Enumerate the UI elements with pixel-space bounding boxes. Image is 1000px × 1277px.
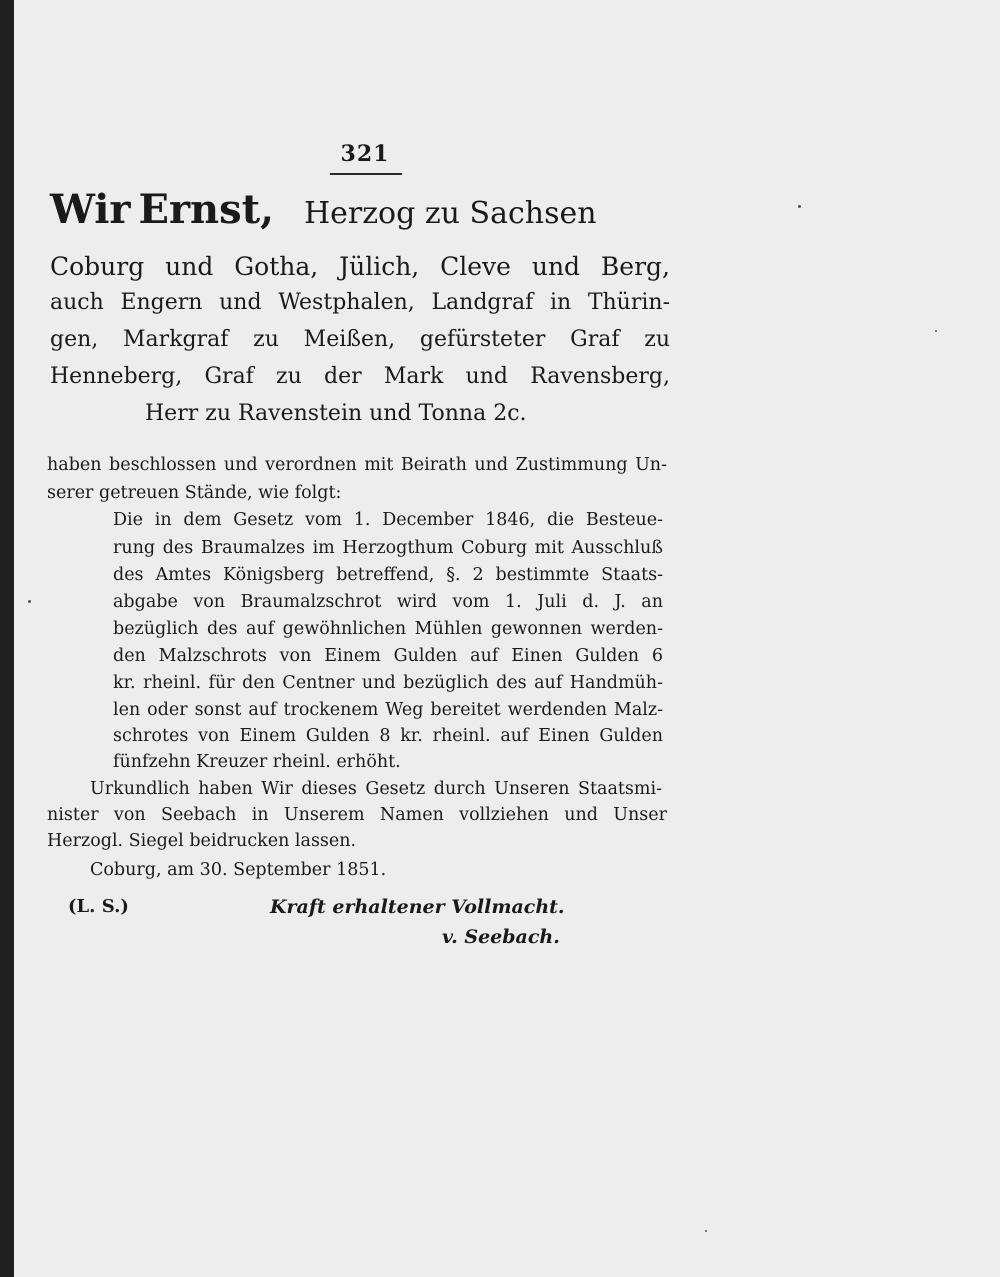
body-line-8: len oder sonst auf trockenem Weg bereitet werdenden Malz- <box>113 700 663 720</box>
body-line-3: des Amtes Königsberg betreffend, §. 2 bestimmte Staats- <box>113 565 663 585</box>
body-line-5: bezüglich des auf gewöhnlichen Mühlen gewonnen werden- <box>113 619 663 639</box>
body-line-1: Die in dem Gesetz vom 1. December 1846, die Besteue- <box>113 510 663 530</box>
body-line-4: abgabe von Braumalzschrot wird vom 1. Juli d. J. an <box>113 592 663 612</box>
heading-line-3: auch Engern und Westphalen, Landgraf in Thürin- <box>50 290 670 315</box>
closing-line-2: nister von Seebach in Unserem Namen vollziehen und Unser <box>47 805 667 825</box>
heading-line-5: Henneberg, Graf zu der Mark und Ravensberg, <box>50 364 670 389</box>
paper-speck <box>798 205 801 208</box>
page-number-rule <box>330 173 402 175</box>
signature-authority: Kraft erhaltener Vollmacht. <box>270 896 565 918</box>
signature-name: v. Seebach. <box>442 926 560 948</box>
heading-line-4: gen, Markgraf zu Meißen, gefürsteter Graf zu <box>50 327 670 352</box>
paper-speck <box>935 330 937 332</box>
paper-speck <box>705 1230 707 1232</box>
closing-line-3: Herzogl. Siegel beidrucken lassen. <box>47 831 357 851</box>
heading-line-6: Herr zu Ravenstein und Tonna 2c. <box>145 401 527 426</box>
body-line-10: fünfzehn Kreuzer rheinl. erhöht. <box>113 752 401 772</box>
body-line-6: den Malzschrots von Einem Gulden auf Einen Gulden 6 <box>113 646 663 666</box>
closing-line-1: Urkundlich haben Wir dieses Gesetz durch Unseren Staatsmi- <box>90 779 662 799</box>
date-line: Coburg, am 30. September 1851. <box>90 860 387 880</box>
page-edge-shadow <box>0 0 14 1277</box>
heading-wir: Wir <box>50 186 131 233</box>
intro-line-2: serer getreuen Stände, wie folgt: <box>47 483 342 503</box>
heading-title: Herzog zu Sachsen <box>303 196 597 231</box>
body-line-2: rung des Braumalzes im Herzogthum Coburg mit Ausschluß <box>113 538 663 558</box>
heading-ernst: Ernst, <box>138 186 275 233</box>
heading-line-2: Coburg und Gotha, Jülich, Cleve und Berg, <box>50 252 670 281</box>
intro-line-1: haben beschlossen und verordnen mit Beirath und Zustimmung Un- <box>47 455 667 475</box>
paper-speck <box>28 600 31 603</box>
heading-line-1 <box>50 186 670 233</box>
body-line-7: kr. rheinl. für den Centner und bezüglich des auf Handmüh- <box>113 673 663 693</box>
body-line-9: schrotes von Einem Gulden 8 kr. rheinl. auf Einen Gulden <box>113 726 663 746</box>
seal-mark: (L. S.) <box>68 896 129 917</box>
page-number: 321 <box>340 141 390 167</box>
